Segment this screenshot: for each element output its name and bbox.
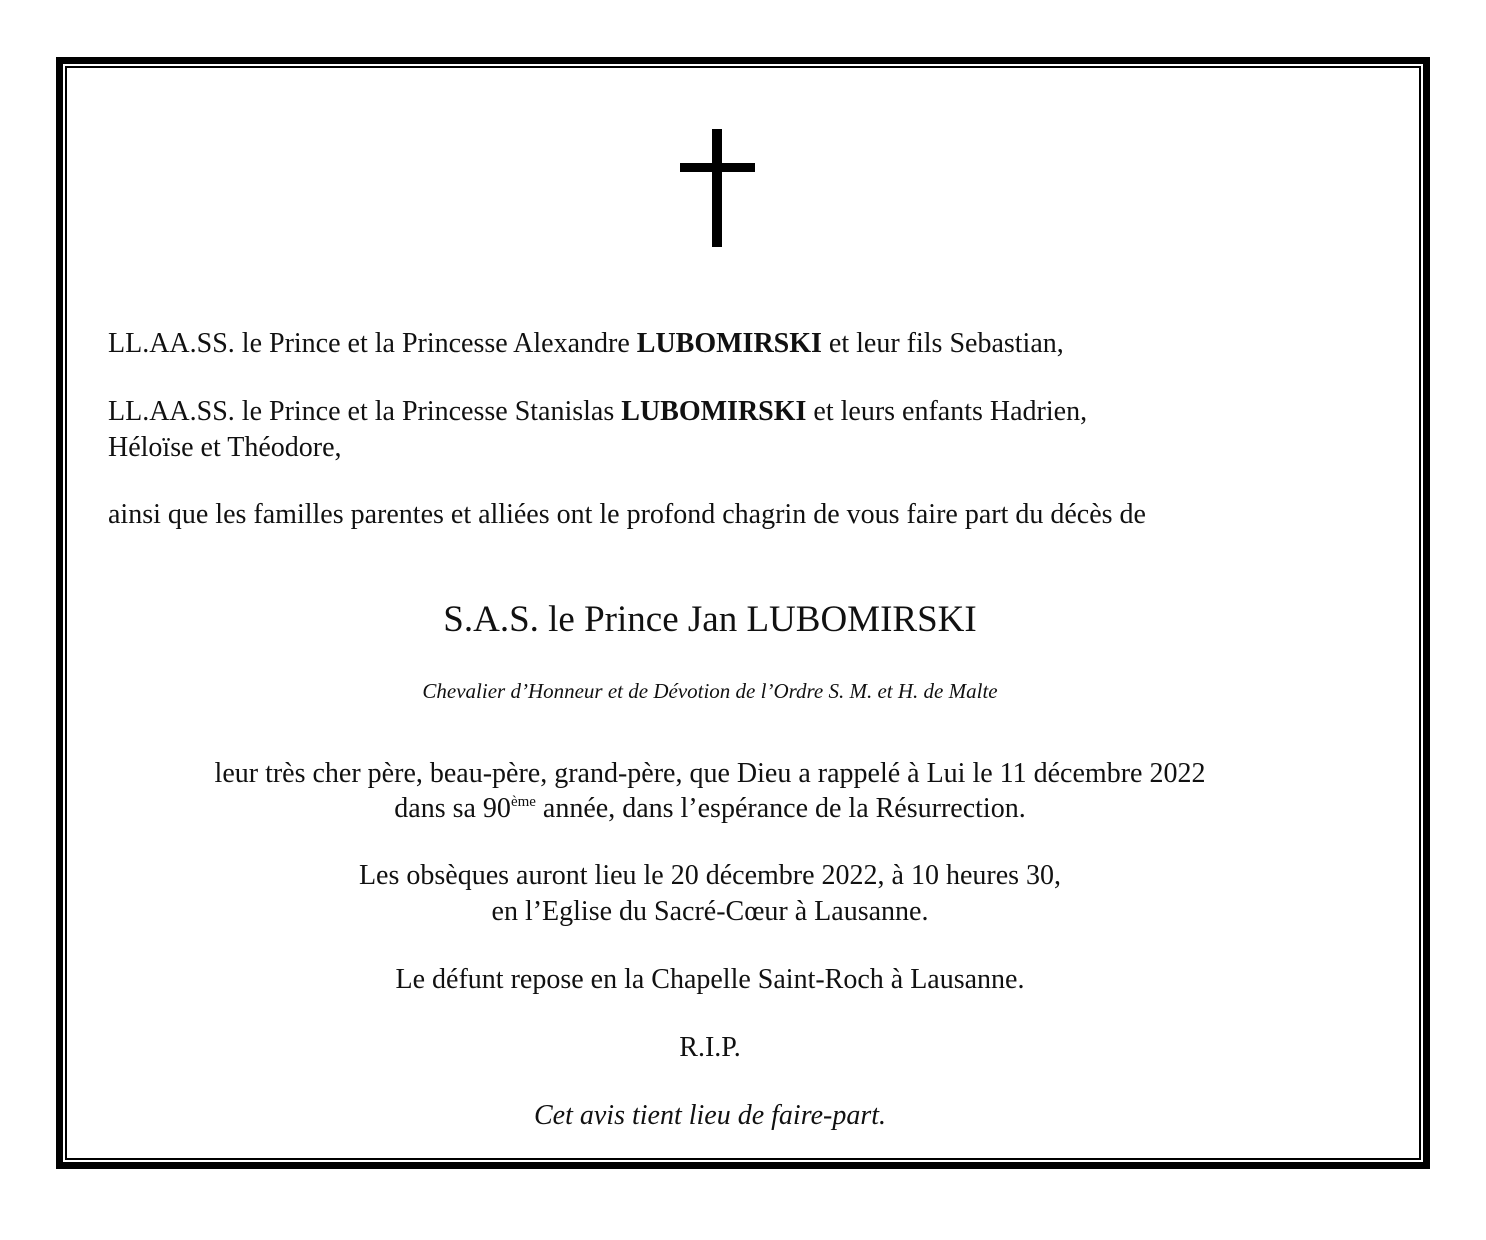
family-line-2 — [108, 394, 1087, 430]
family-1-suffix: et leur fils Sebastian, — [821, 328, 1064, 359]
rip-text: R.I.P. — [679, 1032, 741, 1063]
family-2-suffix: et leurs enfants Hadrien, — [806, 396, 1088, 427]
closing-note: Cet avis tient lieu de faire-part. — [533, 1100, 886, 1131]
family-1-prefix: LL.AA.SS. le Prince et la Princesse Alexandre — [108, 328, 637, 359]
deceased-honorific-title: Chevalier d’Honneur et de Dévotion de l’Ordre S. M. et H. de Malte — [422, 679, 998, 703]
relation-line-2 — [60, 791, 1360, 827]
family-1-surname: LUBOMIRSKI — [636, 328, 822, 359]
deceased-name: S.A.S. le Prince Jan LUBOMIRSKI — [443, 599, 977, 640]
ordinal-superscript: ème — [510, 794, 536, 810]
family-2-prefix: LL.AA.SS. le Prince et la Princesse Stanislas — [108, 396, 622, 427]
relation-line-2-pre: dans sa 90 — [394, 793, 511, 824]
announcement-text: ainsi que les familles parentes et alliées ont le profond chagrin de vous faire part du décès de — [108, 499, 1146, 530]
relation-line-1: leur très cher père, beau-père, grand-père, que Dieu a rappelé à Lui le 11 décembre 2022 — [214, 758, 1206, 789]
family-line-2-continued: Héloïse et Théodore, — [108, 432, 342, 463]
funeral-line-2: en l’Eglise du Sacré-Cœur à Lausanne. — [491, 896, 929, 927]
repose-text: Le défunt repose en la Chapelle Saint-Roch à Lausanne. — [395, 964, 1025, 995]
cross-horizontal-bar — [680, 163, 755, 172]
relation-line-2-post: année, dans l’espérance de la Résurrection. — [535, 793, 1026, 824]
family-2-surname: LUBOMIRSKI — [621, 396, 807, 427]
cross-vertical-bar — [712, 129, 722, 247]
latin-cross-icon — [680, 129, 755, 247]
funeral-line-1: Les obsèques auront lieu le 20 décembre 2022, à 10 heures 30, — [358, 860, 1062, 891]
family-line-1 — [108, 326, 1064, 362]
